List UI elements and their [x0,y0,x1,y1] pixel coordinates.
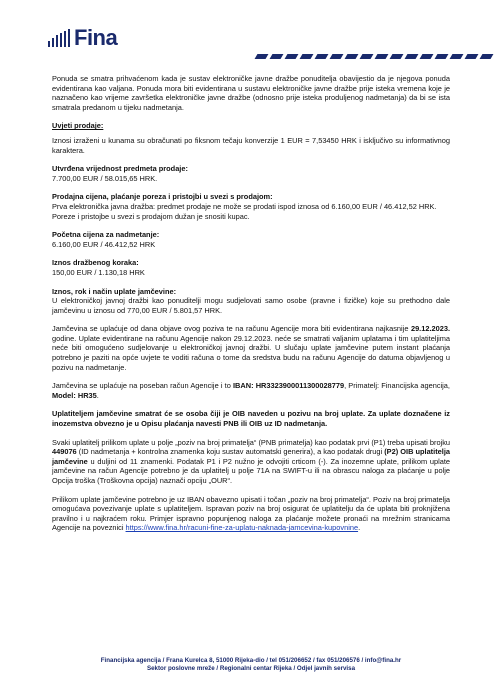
deposit-text: U elektroničkoj javnoj dražbi kao ponuditelji mogu sudjelovati samo osobe (pravne i fizičke) koje su prethodno dale jamčevinu u iznosu od 770,00 EUR / 5.801,57 HRK. [52,296,450,315]
price-heading: Prodajna cijena, plaćanje poreza i pristojbi u svezi s prodajom: [52,192,273,202]
reference-paragraph: Svaki uplatitelj prilikom uplate u polje „poziv na broj primatelja“ (PNB primatelja) kao podatak prvi (P1) treba upisati brojku 449076 (ID nadmetanja + kontrolna znamenka koju sustav automatski generira), a kao podatak drugi (P2) OIB uplatitelja jamčevine u duljini od 11 znamenki. Podatak P1 i P2 nužno je odvojiti crticom (-). Za inozemne uplate, prilikom uplate jamčevine na račun Agencije potrebno je da uplatitelj u polje 71A na SWIFT-u ili na obrascu naloga za plaćanje u polje Opcija troška (Troškovna opcija) naznači opciju „OUR“. [52,437,450,485]
account-paragraph: Jamčevina se uplaćuje na poseban račun Agencije i to IBAN: HR3323900011300028779, Primatelj: Financijska agencija, Model: HR35. [52,381,450,400]
header-decorative-strip [256,54,492,59]
start-text: 6.160,00 EUR / 46.412,52 HRK [52,239,156,249]
step-heading: Iznos dražbenog koraka: [52,258,139,268]
start-heading: Početna cijena za nadmetanje: [52,230,160,240]
iban-paragraph: Prilikom uplate jamčevine potrebno je uz IBAN obavezno upisati i točan „poziv na broj primatelja“. Poziv na broj primatelja omogućava povezivanje uplate s uplatiteljem. Ispravan poziv na broj osigurat će uplatitelju da će uplata biti proknjižena pravilno i u najkraćem roku. Primjer ispravno popunjenog naloga za plaćanje možete pronaći na mrežnim stranicama Agencije na poveznici https://www.fina.hr/racuni-fine-za-uplatu-naknada-jamcevina-kupovnine. [52,494,450,533]
value-heading: Utvrđena vrijednost predmeta prodaje: [52,164,188,174]
conditions-heading: Uvjeti prodaje: [52,121,104,131]
page-footer [0,657,502,672]
footer-address: Financijska agencija / Frana Kurelca 8, 51000 Rijeka-dio / tel 051/206652 / fax 051/206576 / info@fina.hr [100,657,402,664]
deposit-heading: Iznos, rok i način uplate jamčevine: [52,286,177,296]
sample-order-link[interactable]: https://www.fina.hr/racuni-fine-za-uplatu-naknada-jamcevina-kupovnine [125,523,359,533]
intro-paragraph: Ponuda se smatra prihvaćenom kada je sustav elektroničke javne dražbe ponuditelja obavijestio da je njegova ponuda evidentirana kao valjana. Ponuda mora biti evidentirana u sustavu elektroničke javne dražbe prije isteka vremena koje je naznačeno kao vrijeme završetka elektroničke javne dražbe (odnosno prije isteka produljenog nadmetanja) da bi se ista smatrala predanom u tijeku nadmetanja. [52,74,450,112]
deadline-paragraph: Jamčevina se uplaćuje od dana objave ovog poziva te na računu Agencije mora biti evidentirana najkasnije 29.12.2023. godine. Uplate evidentirane na računu Agencije nakon 29.12.2023. neće se smatrati valjanim uplatama i tim uplatiteljima neće biti omogućeno sudjelovanje u elektroničkoj javnoj dražbi. U slučaju uplate jamčevine putem instant plaćanja potrebno je paziti na opće uvjete te voditi računa o tome da sredstva budu na računu Agencije do datuma objavljenog u pozivu na nadmetanje. [52,324,450,372]
step-text: 150,00 EUR / 1.130,18 HRK [52,267,145,277]
footer-department: Sektor poslovne mreže / Regionalni centar Rijeka / Odjel javnih servisa [146,664,356,672]
logo-wordmark: Fina [74,25,118,50]
value-text: 7.700,00 EUR / 58.015,65 HRK. [52,173,158,183]
document-body [52,74,450,533]
account-model: Model: HR35 [52,390,97,400]
conditions-text: Iznosi izraženi u kunama su obračunati po fiksnom tečaju konverzije 1 EUR = 7,53450 HRK i isključivo su informativnog karaktera. [52,135,450,155]
logo-bars-icon [48,29,70,47]
fina-logo [48,25,117,51]
price-text-2: Poreze i pristojbe u svezi s prodajom dužan je snositi kupac. [52,211,250,221]
account-iban: IBAN: HR3323900011300028779 [233,381,345,391]
deadline-date: 29.12.2023. [410,324,450,334]
price-text-1: Prva elektronička javna dražba: predmet prodaje ne može se prodati ispod iznosa od 6.160,00 EUR / 46.412,52 HRK. [52,201,437,211]
payer-paragraph: Uplatiteljem jamčevine smatrat će se osoba čiji je OIB naveden u pozivu na broj uplate. Za uplate doznačene iz inozemstva obvezno je u Opisu plaćanja navesti PNB ili OIB uz ID nadmetanja. [52,409,450,429]
